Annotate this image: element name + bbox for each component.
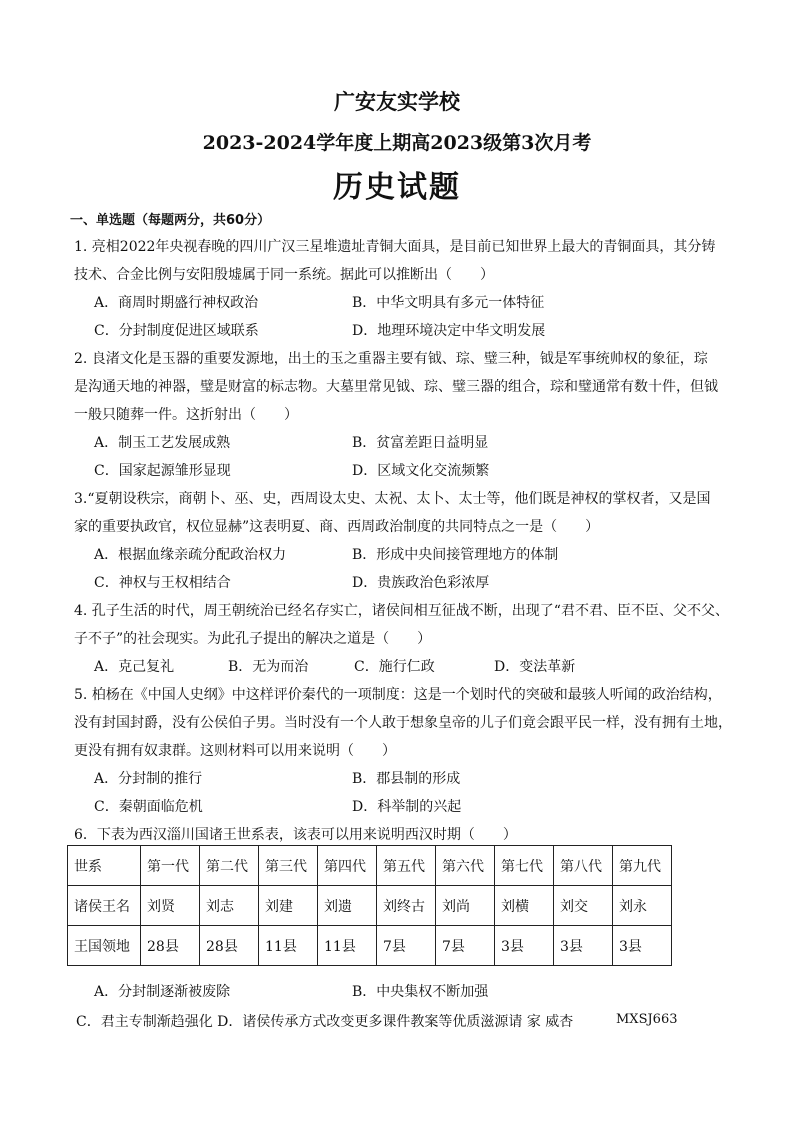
table-cell: 刘交 [554, 886, 613, 926]
table-cell: 刘尚 [436, 886, 495, 926]
q2-option-a[interactable]: A．制玉工艺发展成熟 [94, 435, 231, 451]
table-cell: 第四代 [318, 846, 377, 886]
q3-option-c[interactable]: C．神权与王权相结合 [94, 575, 231, 591]
q1-option-b[interactable]: B．中华文明具有多元一体特征 [352, 295, 545, 311]
q1-option-d[interactable]: D．地理环境决定中华文明发展 [352, 323, 546, 339]
q1-line: 1. 亮相2022年央视春晚的四川广汉三星堆遗址青铜大面具，是目前已知世界上最大的青铜面具，其分铸 [74, 239, 716, 255]
q5-option-a[interactable]: A．分封制的推行 [94, 771, 203, 787]
table-cell: 28县 [200, 926, 259, 966]
q4-option-a[interactable]: A．克己复礼 [94, 659, 175, 675]
table-cell: 3县 [613, 926, 672, 966]
q5-option-c[interactable]: C．秦朝面临危机 [94, 799, 203, 815]
exam-subject: 历史试题 [333, 170, 461, 205]
table-cell: 7县 [377, 926, 436, 966]
lineage-table [67, 845, 672, 966]
q4-option-b[interactable]: B．无为而治 [228, 659, 309, 675]
q2-line: 一般只随葬一件。这折射出（ ） [74, 407, 298, 423]
q3-option-a[interactable]: A．根据血缘亲疏分配政治权力 [94, 547, 287, 563]
q6-option-a[interactable]: A．分封制逐渐被废除 [94, 984, 231, 1000]
table-cell: 王国领地 [68, 926, 141, 966]
q2-option-b[interactable]: B．贫富差距日益明显 [352, 435, 489, 451]
q2-option-c[interactable]: C．国家起源雏形显现 [94, 463, 231, 479]
q5-line: 更没有拥有奴隶群。这则材料可以用来说明（ ） [74, 743, 396, 759]
table-cell: 第一代 [141, 846, 200, 886]
table-cell: 第五代 [377, 846, 436, 886]
table-cell: 第九代 [613, 846, 672, 886]
table-cell: 第七代 [495, 846, 554, 886]
table-cell: 刘横 [495, 886, 554, 926]
table-cell: 3县 [495, 926, 554, 966]
q5-line: 5. 柏杨在《中国人史纲》中这样评价秦代的一项制度：这是一个划时代的突破和最骇人听闻的政治结构， [74, 687, 722, 703]
q6-line: 6．下表为西汉淄川国诸王世系表，该表可以用来说明西汉时期（ ） [74, 827, 517, 843]
table-cell: 第二代 [200, 846, 259, 886]
q3-line: 家的重要执政官，权位显赫”这表明夏、商、西周政治制度的共同特点之一是（ ） [74, 519, 600, 535]
q6-option-b[interactable]: B．中央集权不断加强 [352, 984, 489, 1000]
q5-line: 没有封国封爵，没有公侯伯子男。当时没有一个人敢于想象皇帝的儿子们竟会跟平民一样，没有拥有土地， [74, 715, 732, 731]
q4-option-c[interactable]: C．施行仁政 [354, 659, 435, 675]
table-cell: 刘终古 [377, 886, 436, 926]
q1-option-a[interactable]: A．商周时期盛行神权政治 [94, 295, 259, 311]
q4-option-d[interactable]: D．变法革新 [494, 659, 576, 675]
doc-code: MXSJ663 [616, 1012, 678, 1027]
exam-term: 2023-2024学年度上期高2023级第3次月考 [202, 132, 592, 154]
table-cell: 28县 [141, 926, 200, 966]
table-cell: 第八代 [554, 846, 613, 886]
table-row [68, 926, 672, 966]
table-cell: 3县 [554, 926, 613, 966]
q6-option-cd[interactable]: C．君主专制渐趋强化 D．诸侯传承方式改变更多课件教案等优质滋源请 家 威杏 [76, 1014, 574, 1030]
section-heading: 一、单选题（每题两分，共60分） [70, 213, 271, 228]
table-cell: 刘永 [613, 886, 672, 926]
table-row [68, 846, 672, 886]
table-cell: 刘遗 [318, 886, 377, 926]
school-name: 广安友实学校 [334, 89, 460, 114]
q2-option-d[interactable]: D．区域文化交流频繁 [352, 463, 490, 479]
q5-option-b[interactable]: B．郡县制的形成 [352, 771, 461, 787]
table-cell: 世系 [68, 846, 141, 886]
table-cell: 刘建 [259, 886, 318, 926]
table-cell: 第三代 [259, 846, 318, 886]
q3-option-b[interactable]: B．形成中央间接管理地方的体制 [352, 547, 559, 563]
q5-option-d[interactable]: D．科举制的兴起 [352, 799, 462, 815]
q3-option-d[interactable]: D．贵族政治色彩浓厚 [352, 575, 490, 591]
table-cell: 刘志 [200, 886, 259, 926]
q2-line: 是沟通天地的神器，璧是财富的标志物。大墓里常见钺、琮、璧三器的组合，琮和璧通常有数十件，但钺 [74, 379, 718, 395]
q4-line: 4. 孔子生活的时代，周王朝统治已经名存实亡，诸侯间相互征战不断，出现了“君不君、臣不臣、父不父、 [74, 603, 729, 619]
table-cell: 11县 [318, 926, 377, 966]
q3-line: 3.“夏朝设秩宗，商朝卜、巫、史，西周设太史、太祝、太卜、太士等，他们既是神权的掌权者，又是国 [74, 491, 711, 507]
q1-option-c[interactable]: C．分封制度促进区域联系 [94, 323, 259, 339]
table-row [68, 886, 672, 926]
table-cell: 7县 [436, 926, 495, 966]
q4-line: 子不子”的社会现实。为此孔子提出的解决之道是（ ） [74, 631, 432, 647]
table-cell: 刘贤 [141, 886, 200, 926]
table-cell: 第六代 [436, 846, 495, 886]
q1-line: 技术、合金比例与安阳殷墟属于同一系统。据此可以推断出（ ） [74, 267, 494, 283]
table-cell: 诸侯王名 [68, 886, 141, 926]
q2-line: 2. 良渚文化是玉器的重要发源地，出土的玉之重器主要有钺、琮、璧三种，钺是军事统帅权的象征，琮 [74, 351, 708, 367]
table-cell: 11县 [259, 926, 318, 966]
